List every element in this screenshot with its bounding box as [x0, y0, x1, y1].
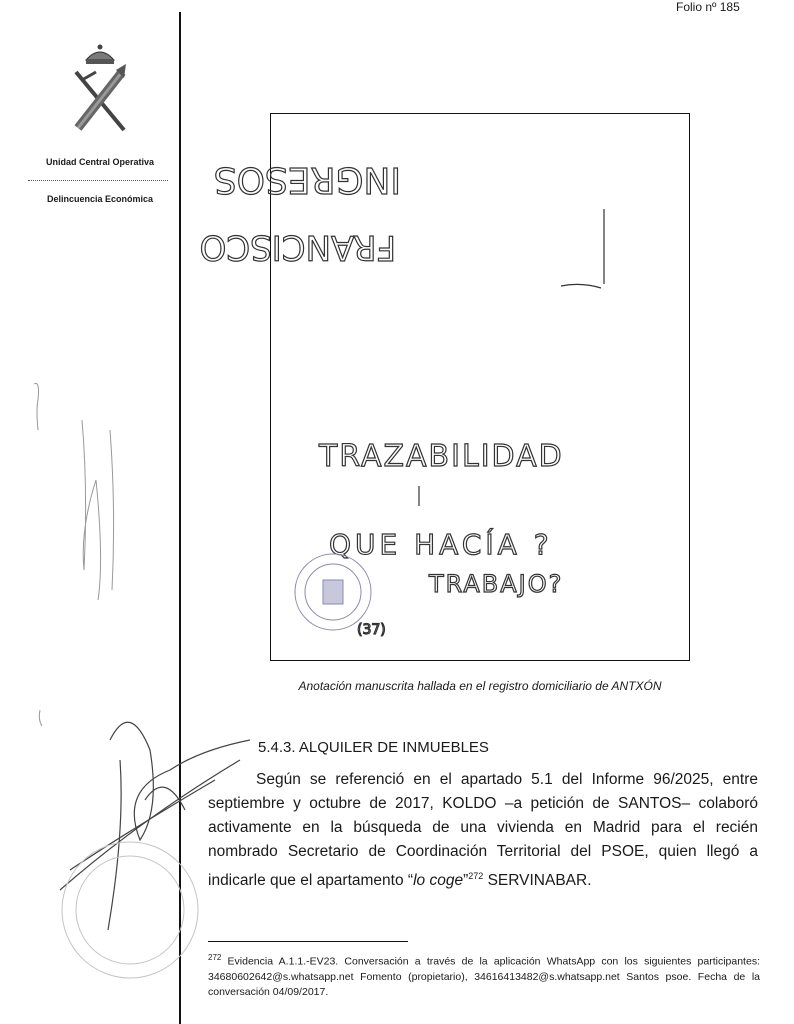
unit-divider: [28, 180, 168, 181]
handwriting-ingresos: INGRESOS: [213, 159, 401, 200]
handwriting-francisco: FRANCISCO: [199, 227, 396, 267]
footnote-text: Evidencia A.1.1.-EV23. Conversación a través de la aplicación WhatsApp con los siguientes participantes: 34680602642@s.whatsapp.net Fomento (propietario), 34616413482@s.whatsapp.net Santos psoe. Fecha de la conversación 04/09/2017.: [208, 955, 760, 998]
section-heading: 5.4.3. ALQUILER DE INMUEBLES: [258, 739, 489, 756]
figure-caption: Anotación manuscrita hallada en el registro domiciliario de ANTXÓN: [298, 679, 662, 693]
handwriting-trabajo: TRABAJO?: [429, 570, 564, 598]
folio-number: Folio nº 185: [676, 0, 740, 14]
para-text-1: Según se referenció en el apartado 5.1 del Informe 96/2025, entre septiembre y octubre de 2017, KOLDO –a petición de SANTOS– colaboró activamente en la búsqueda de una vivienda en Madrid para el recién nombrado Secretario de Coordinación Territorial del PSOE, quien llegó a indicarle que el apartamento “: [208, 771, 758, 890]
footnote-reference: 272: [468, 871, 484, 881]
handwriting-mark: (37): [357, 622, 386, 638]
handwriting-que-hacia: QUE HACÍA ?: [329, 528, 553, 561]
footnote: [208, 950, 760, 1000]
handwriting-trazabilidad: TRAZABILIDAD: [319, 439, 564, 474]
body-paragraph: [208, 768, 758, 893]
guardia-civil-emblem-icon: [66, 42, 134, 134]
official-seal-icon: [295, 554, 371, 630]
unit-name: Unidad Central Operativa: [45, 157, 155, 167]
handwritten-note-image: [199, 113, 690, 661]
para-quote: lo coge: [413, 872, 464, 890]
unit-section: Delincuencia Económica: [46, 194, 154, 204]
para-text-2: SERVINABAR.: [483, 872, 592, 890]
footnote-divider: [208, 941, 408, 942]
footnote-number: 272: [208, 953, 222, 962]
para-quote-close: ”: [463, 872, 469, 890]
